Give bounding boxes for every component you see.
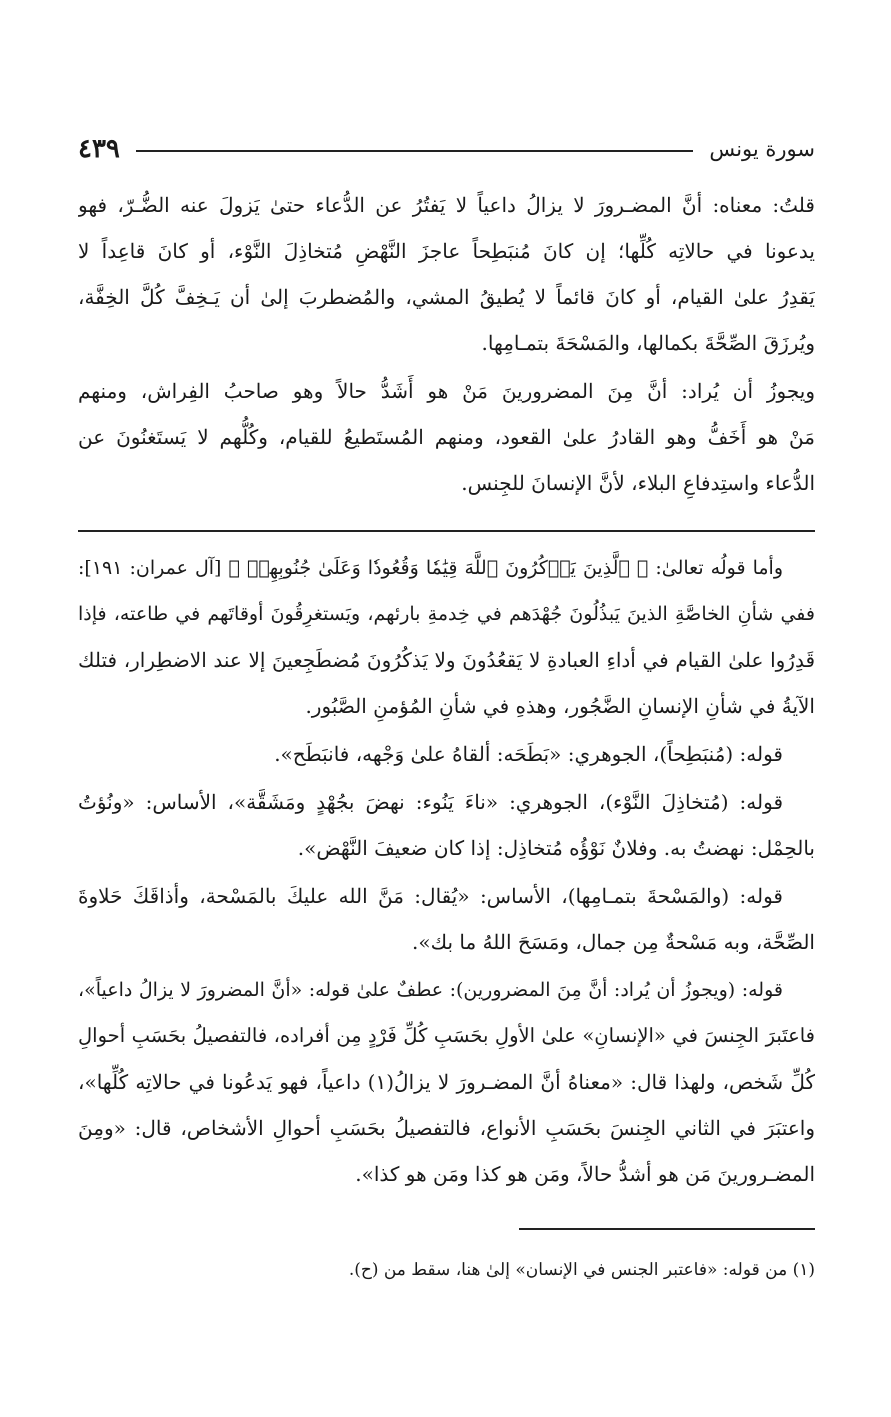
text-line: واعتبَرَ في الثاني الجِنسَ بحَسَبِ الأنواع، فالتفصيلُ بحَسَبِ أحوالِ الأشخاص، قال: «ومِنَ [78, 1116, 815, 1140]
surah-title: سورة يونس [709, 137, 815, 161]
section-divider [78, 530, 815, 532]
text-line: كُلِّ شَخص، ولهذا قال: «معناهُ أنَّ المضـرورَ لا يزالُ(١) داعياً، فهو يَدعُونا في حالاتِه كُلِّها»، [78, 1070, 815, 1094]
main-paragraph-2 [78, 368, 815, 506]
text-line: قَدِرُوا علىٰ القيام في أداءِ العبادةِ لا يَقعُدُونَ ولا يَذكُرُونَ مُضطَجِعينَ إلا عند الاضطِرار، فتلك [78, 648, 815, 672]
text-line: يَقدِرُ علىٰ القيام، أو كانَ قائماً لا يُطيقُ المشي، والمُضطربَ إلىٰ أن يَـخِفَّ كُلَّ الخِفَّة، [78, 285, 815, 309]
text-line: مَنْ هو أَخَفُّ وهو القادرُ علىٰ القعود، ومنهم المُستَطيعُ للقيام، وكُلُّهم لا يَستَغنُونَ عن [78, 425, 815, 449]
commentary-paragraph-2 [78, 731, 815, 777]
text-line: يدعونا في حالاتِه كُلِّها؛ إن كانَ مُنبَطِحاً عاجزَ النَّهْضِ مُتخاذِلَ النَّوْء، أو كانَ قاعِداً لا [78, 239, 815, 263]
text-line: ففي شأنِ الخاصَّةِ الذينَ يَبذُلُونَ جُهْدَهم في خِدمةِ بارئهم، ويَستغرِقُونَ أوقاتَهم في طاعته، فإذا [78, 603, 815, 625]
text-line: قلتُ: معناه: أنَّ المضـرورَ لا يزالُ داعياً لا يَفتُرُ عن الدُّعاء حتىٰ يَزولَ عنه الضُّـرّ، فهو [78, 193, 815, 217]
text-line: قوله: (والمَسْحةَ بتمـامِها)، الأساس: «يُقال: مَنَّ الله عليكَ بالمَسْحة، وأذاقَكَ حَلاوةَ [78, 884, 783, 908]
commentary-paragraph-3 [78, 779, 815, 871]
footnote: (١) من قوله: «فاعتبر الجنس في الإنسان» إلىٰ هنا، سقط من (ح). [348, 1260, 815, 1280]
text-line: فاعتَبرَ الجِنسَ في «الإنسانِ» علىٰ الأولِ بحَسَبِ كُلِّ فَرْدٍ مِن أفراده، فالتفصيلُ بحَسَبِ أحوالِ [78, 1024, 815, 1047]
main-text [78, 182, 815, 508]
main-paragraph-1 [78, 182, 815, 366]
text-line: قوله: (ويجوزُ أن يُراد: أنَّ مِنَ المضرورين): عطفٌ علىٰ قوله: «أنَّ المضرورَ لا يزالُ داعياً»، [78, 979, 783, 1001]
commentary-paragraph-5 [78, 967, 815, 1197]
running-header [78, 132, 815, 166]
text-line: الصِّحَّة، وبه مَسْحةٌ مِن جمال، ومَسَحَ اللهُ ما بك». [412, 930, 815, 954]
text-line: قوله: (مُتخاذِلَ النَّوْء)، الجوهري: «ناءَ يَنُوء: نهضَ بجُهْدٍ ومَشَقَّة»، الأساس: «ونُؤتُ [78, 790, 783, 814]
text-line: المضـرورينَ مَن هو أشدُّ حالاً، ومَن هو كذا ومَن هو كذا». [355, 1162, 815, 1186]
text-line: الدُّعاء واستِدفاعِ البلاء، لأنَّ الإنسانَ للجِنس. [461, 471, 815, 495]
text-line: بالحِمْل: نهضتُ به. وفلانٌ نَوْؤُه مُتخاذِل: إذا كان ضعيفَ النَّهْض». [297, 836, 815, 860]
text-line: الآيةُ في شأنِ الإنسانِ الضَّجُور، وهذهِ في شأنِ المُؤمنِ الصَّبُور. [305, 694, 815, 718]
header-rule [136, 150, 694, 152]
commentary-paragraph-1 [78, 545, 815, 729]
text-line: ويُرزَقَ الصِّحَّةَ بكمالها، والمَسْحَةَ بتمـامِها. [481, 331, 815, 355]
page-number: ٤٣٩ [78, 134, 120, 164]
commentary-paragraph-4 [78, 873, 815, 965]
text-line: ويجوزُ أن يُراد: أنَّ مِنَ المضرورينَ مَنْ هو أَشَدُّ حالاً وهو صاحبُ الفِراش، ومنهم [78, 379, 815, 403]
text-line: وأما قولُه تعالىٰ: ﴿ ٱلَّذِينَ يَذۡكُرُونَ ٱللَّهَ قِيَٰمٗا وَقُعُودٗا وَعَلَىٰ جُنُوبِهِمۡ ﴾ [آل عمران: ١٩١]: [78, 557, 783, 579]
footnote-rule [519, 1228, 815, 1230]
commentary [78, 545, 815, 1199]
text-line: قوله: (مُنبَطِحاً)، الجوهري: «بَطَحَه: ألقاهُ علىٰ وَجْهه، فانبَطَح». [274, 742, 783, 766]
